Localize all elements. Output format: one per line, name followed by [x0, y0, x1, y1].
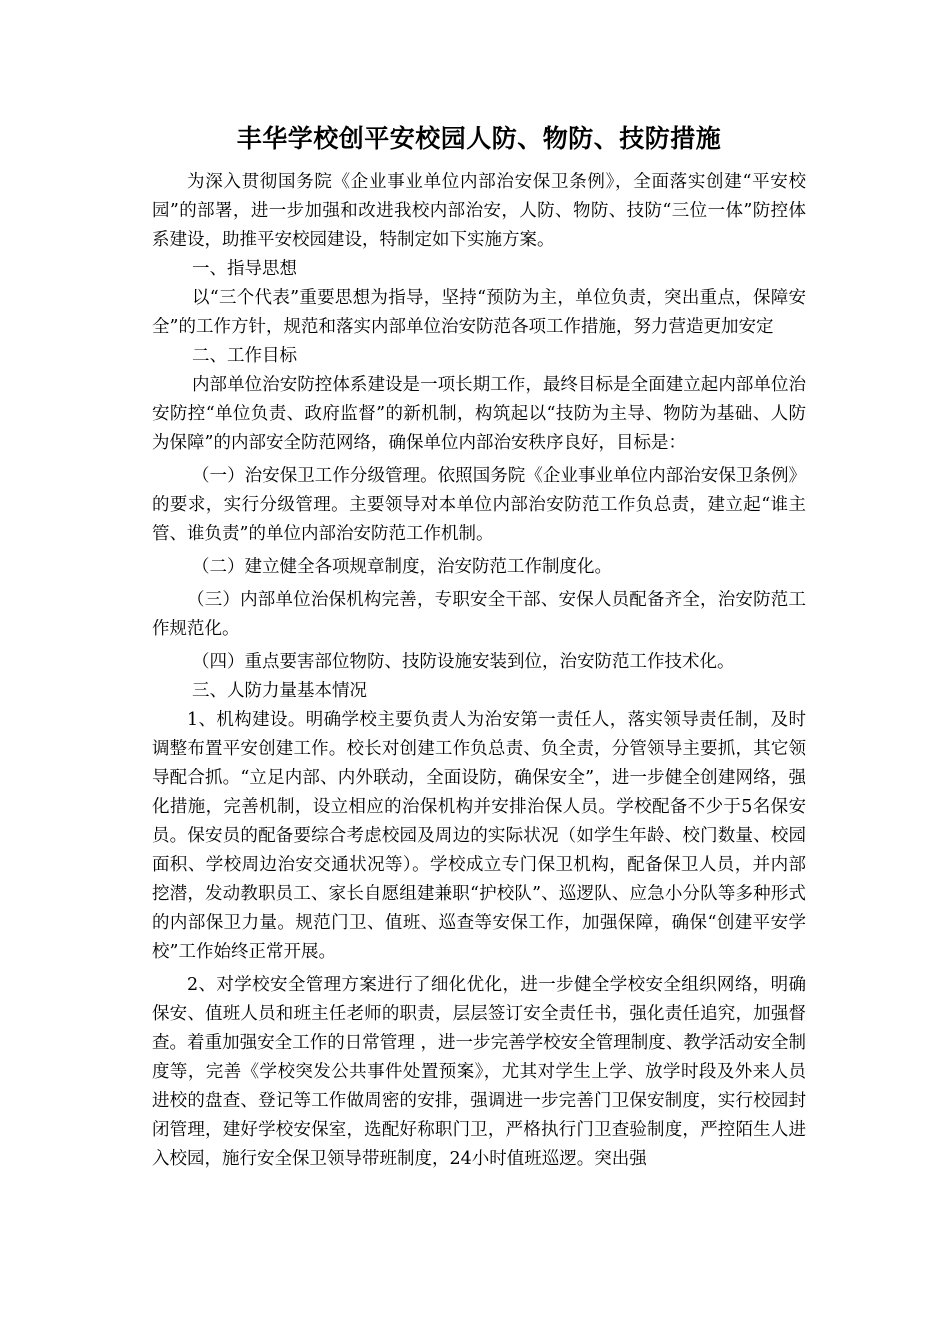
document-title: 丰华学校创平安校园人防、物防、技防措施: [236, 124, 722, 153]
work-goals-paragraph: 内部单位治安防控体系建设是一项长期工作，最终目标是全面建立起内部单位治安防控“单位负责、政府监督”的新机制，构筑起以“技防为主导、物防为基础、人防为保障”的内部安全防范网络，确保单位内部治安秩序良好，目标是：: [152, 375, 806, 453]
guiding-ideology-paragraph: 以“三个代表”重要思想为指导，坚持“预防为主，单位负责，突出重点，保障安全”的工作方针，规范和落实内部单位治安防范各项工作措施，努力营造更加安定: [152, 288, 806, 337]
section-heading-manpower: 三、人防力量基本情况: [192, 681, 367, 701]
manpower-paragraph-2: 2、对学校安全管理方案进行了细化优化，进一步健全学校安全组织网络，明确保安、值班人员和班主任老师的职责，层层签订安全责任书，强化责任追究，加强督查。着重加强安全工作的日常管理 ，进一步完善学校安全管理制度、教学活动安全制度等，完善《学校突发公共事件处置预案》，尤其对学生上学、放学时段及外来人员进校的盘查、登记等工作做周密的安排，强调进一步完善门卫保安制度，实行校园封闭管理，建好学校安保室，选配好称职门卫，严格执行门卫查验制度，严控陌生人进入校园，施行安全保卫领导带班制度，24小时值班巡逻。突出强: [152, 975, 806, 1169]
section-heading-guiding-ideology: 一、指导思想: [192, 259, 297, 279]
goal-item-4: （四）重点要害部位物防、技防设施安装到位，治安防范工作技术化。: [192, 652, 735, 672]
document-page: [152, 122, 806, 1174]
intro-paragraph: 为深入贯彻国务院《企业事业单位内部治安保卫条例》，全面落实创建“平安校园”的部署，进一步加强和改进我校内部治安，人防、物防、技防“三位一体”防控体系建设，助推平安校园建设，特制定如下实施方案。: [152, 172, 806, 250]
goal-item-1: （一）治安保卫工作分级管理。依照国务院《企业事业单位内部治安保卫条例》的要求，实行分级管理。主要领导对本单位内部治安防范工作负总责，建立起“谁主管、谁负责”的单位内部治安防范工作机制。: [152, 466, 806, 544]
goal-item-2: （二）建立健全各项规章制度，治安防范工作制度化。: [192, 557, 612, 577]
goal-item-3: （三）内部单位治保机构完善，专职安全干部、安保人员配备齐全，治安防范工作规范化。: [152, 590, 806, 639]
section-heading-work-goals: 二、工作目标: [192, 346, 297, 366]
manpower-paragraph-1: 1、机构建设。明确学校主要负责人为治安第一责任人，落实领导责任制，及时调整布置平安创建工作。校长对创建工作负总责、负全责，分管领导主要抓，其它领导配合抓。“立足内部、内外联动，全面设防，确保安全”，进一步健全创建网络，强化措施，完善机制，设立相应的治保机构并安排治保人员。学校配备不少于5名保安员。保安员的配备要综合考虑校园及周边的实际状况（如学生年龄、校门数量、校园面积、学校周边治安交通状况等）。学校成立专门保卫机构，配备保卫人员，并内部挖潜，发动教职员工、家长自愿组建兼职“护校队”、巡逻队、应急小分队等多种形式的内部保卫力量。规范门卫、值班、巡查等安保工作，加强保障，确保“创建平安学校”工作始终正常开展。: [152, 710, 806, 962]
